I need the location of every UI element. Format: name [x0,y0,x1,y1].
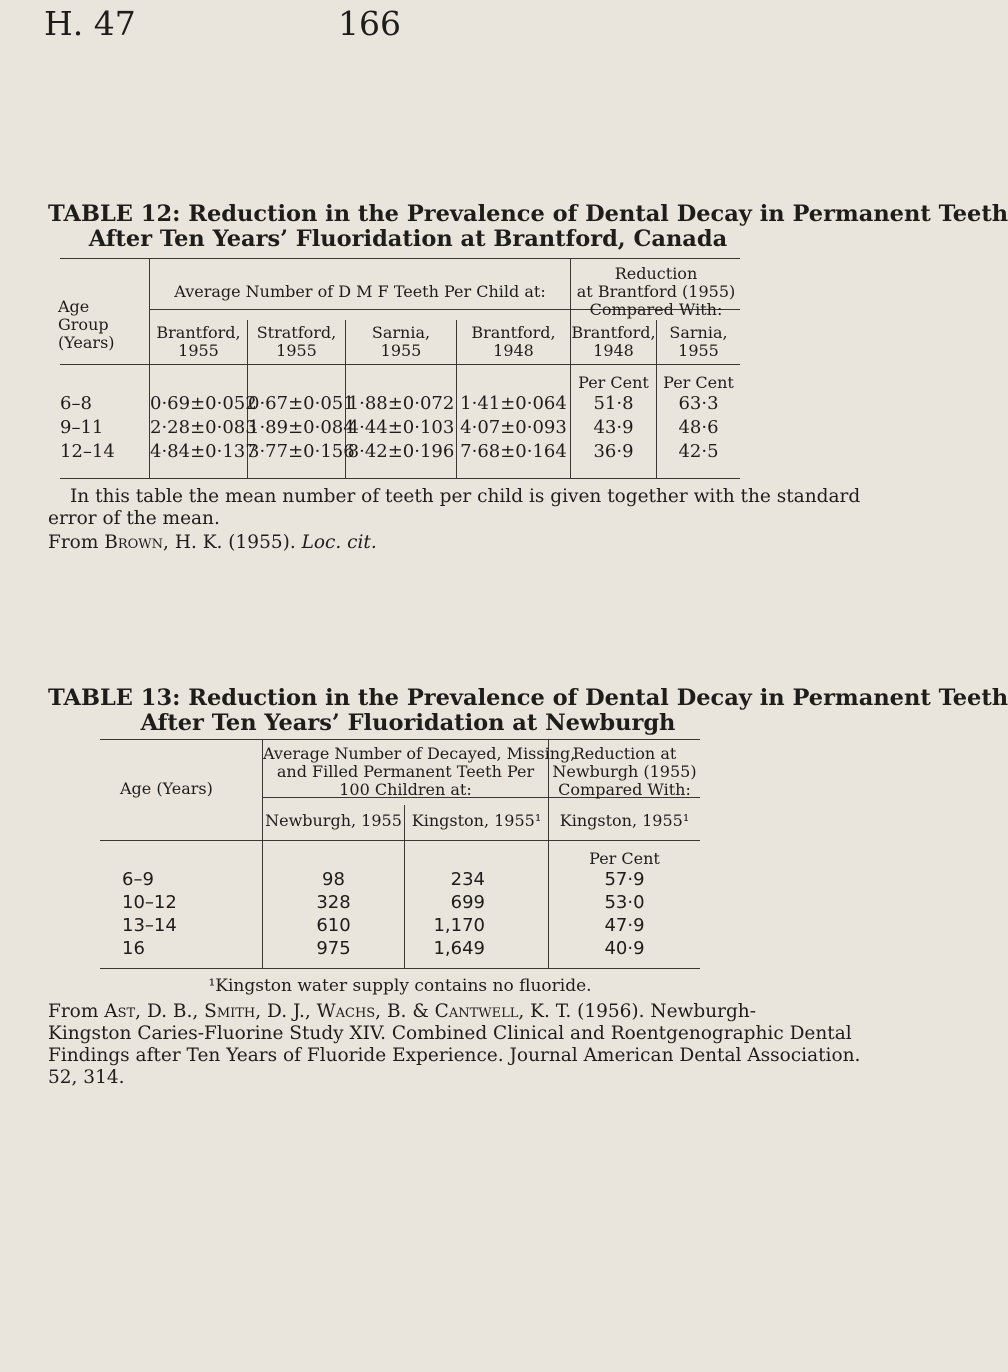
table12-title [48,201,1008,252]
table13-col-header: Kingston, 1955¹ [559,811,690,830]
table12-age-cell: 6–8 [60,393,92,414]
table13-cell: 1,649 [433,938,485,959]
table13-age-cell: 6–9 [122,869,154,890]
table12-cell: 7·68±0·164 [460,441,567,462]
table13-col-header: Newburgh, 1955 [265,811,402,830]
table12-unit-label: Per Cent [578,373,649,392]
table13-cell: 328 [316,892,351,913]
table13-cell: 53·0 [604,892,645,913]
table13-top-rule [100,739,700,740]
table12-cell: 36·9 [593,441,634,462]
table12-cell: 3·77±0·156 [248,441,355,462]
table12-cell: 42·5 [678,441,719,462]
table12-col-header: Stratford, 1955 [256,323,337,360]
table13-age-header: Age (Years) [120,779,213,798]
table13-cell: 98 [322,869,345,890]
table12-note: In this table the mean number of teeth per child is given together with the standard error of the mean. [48,486,861,529]
table12-bottom-rule [60,478,740,479]
table12-reduction-header: Reduction at Brantford (1955) Compared With: [576,264,736,319]
table12-header-bottom-rule [60,364,740,365]
table13-col-header: Kingston, 1955¹ [411,811,542,830]
table13-cell: 57·9 [604,869,645,890]
table12-cell: 4·07±0·093 [460,417,567,438]
table13-bottom-rule [100,968,700,969]
table13-age-cell: 10–12 [122,892,177,913]
table13-title-line1: TABLE 13: Reduction in the Prevalence of Dental Decay in Permanent Teeth [48,685,1008,711]
table12-cell: 1·89±0·084 [248,417,355,438]
table12-top-rule [60,258,740,259]
table12-average-header: Average Number of D M F Teeth Per Child at: [174,282,546,301]
table12-cell: 63·3 [678,393,719,414]
table12-cell: 48·6 [678,417,719,438]
table12-age-header: Age Group (Years) [58,297,115,352]
table13-header-bottom-rule [100,840,700,841]
table13-cell: 40·9 [604,938,645,959]
table12-cell: 43·9 [593,417,634,438]
table13-title [48,685,1008,736]
table12-unit-label: Per Cent [663,373,734,392]
section-number: H. 47 [44,4,136,43]
table12-col-header: Sarnia, 1955 [371,323,431,360]
table12-age-cell: 9–11 [60,417,104,438]
table13-cell: 699 [450,892,485,913]
table13-average-header: Average Number of Decayed, Missing, and Filled Permanent Teeth Per 100 Children at: [263,744,576,799]
table12-title-line1: TABLE 12: Reduction in the Prevalence of Dental Decay in Permanent Teeth [48,201,1008,227]
table12-title-line2: After Ten Years’ Fluoridation at Brantford, Canada [88,226,728,252]
page-header [0,4,800,48]
table12-cell: 1·41±0·064 [460,393,567,414]
table12-cell: 1·88±0·072 [347,393,455,414]
table13-reduction-header: Reduction at Newburgh (1955) Compared With: [552,744,697,799]
table13-age-cell: 16 [122,938,145,959]
table12-age-cell: 12–14 [60,441,115,462]
table12-cell: 0·69±0·052 [150,393,257,414]
table13-source: From Ast, D. B., Smith, D. J., Wachs, B. & Cantwell, K. T. (1956). Newburgh- Kingston Caries-Fluorine Study XIV. Combined Clinical and Roentgenographic Dental Findings after Ten Years of Fluoride Experience. Journal American Dental Association. 52, 314. [48,1001,861,1088]
table12-cell: 4·84±0·137 [150,441,257,462]
page-number: 166 [338,4,401,43]
table12-col-header: Brantford, 1948 [571,323,656,360]
table12-col-header: Sarnia, 1955 [669,323,728,360]
table12-source: From Brown, H. K. (1955). Loc. cit. [48,532,377,553]
table12-col-header: Brantford, 1955 [156,323,241,360]
table12-col-header: Brantford, 1948 [471,323,556,360]
table12-cell: 8·42±0·196 [347,441,455,462]
table13-cell: 610 [316,915,351,936]
table12-cell: 0·67±0·051 [248,393,355,414]
table13-footnote: ¹Kingston water supply contains no fluoride. [208,976,592,996]
table13-cell: 234 [450,869,485,890]
table12-cell: 4·44±0·103 [347,417,455,438]
table13-unit-label: Per Cent [589,849,660,868]
table13-age-cell: 13–14 [122,915,177,936]
table13-cell: 47·9 [604,915,645,936]
table13-cell: 975 [316,938,351,959]
table13-title-line2: After Ten Years’ Fluoridation at Newburgh [140,710,676,736]
table12-cell: 51·8 [593,393,634,414]
table13-cell: 1,170 [433,915,485,936]
table12-cell: 2·28±0·083 [150,417,257,438]
